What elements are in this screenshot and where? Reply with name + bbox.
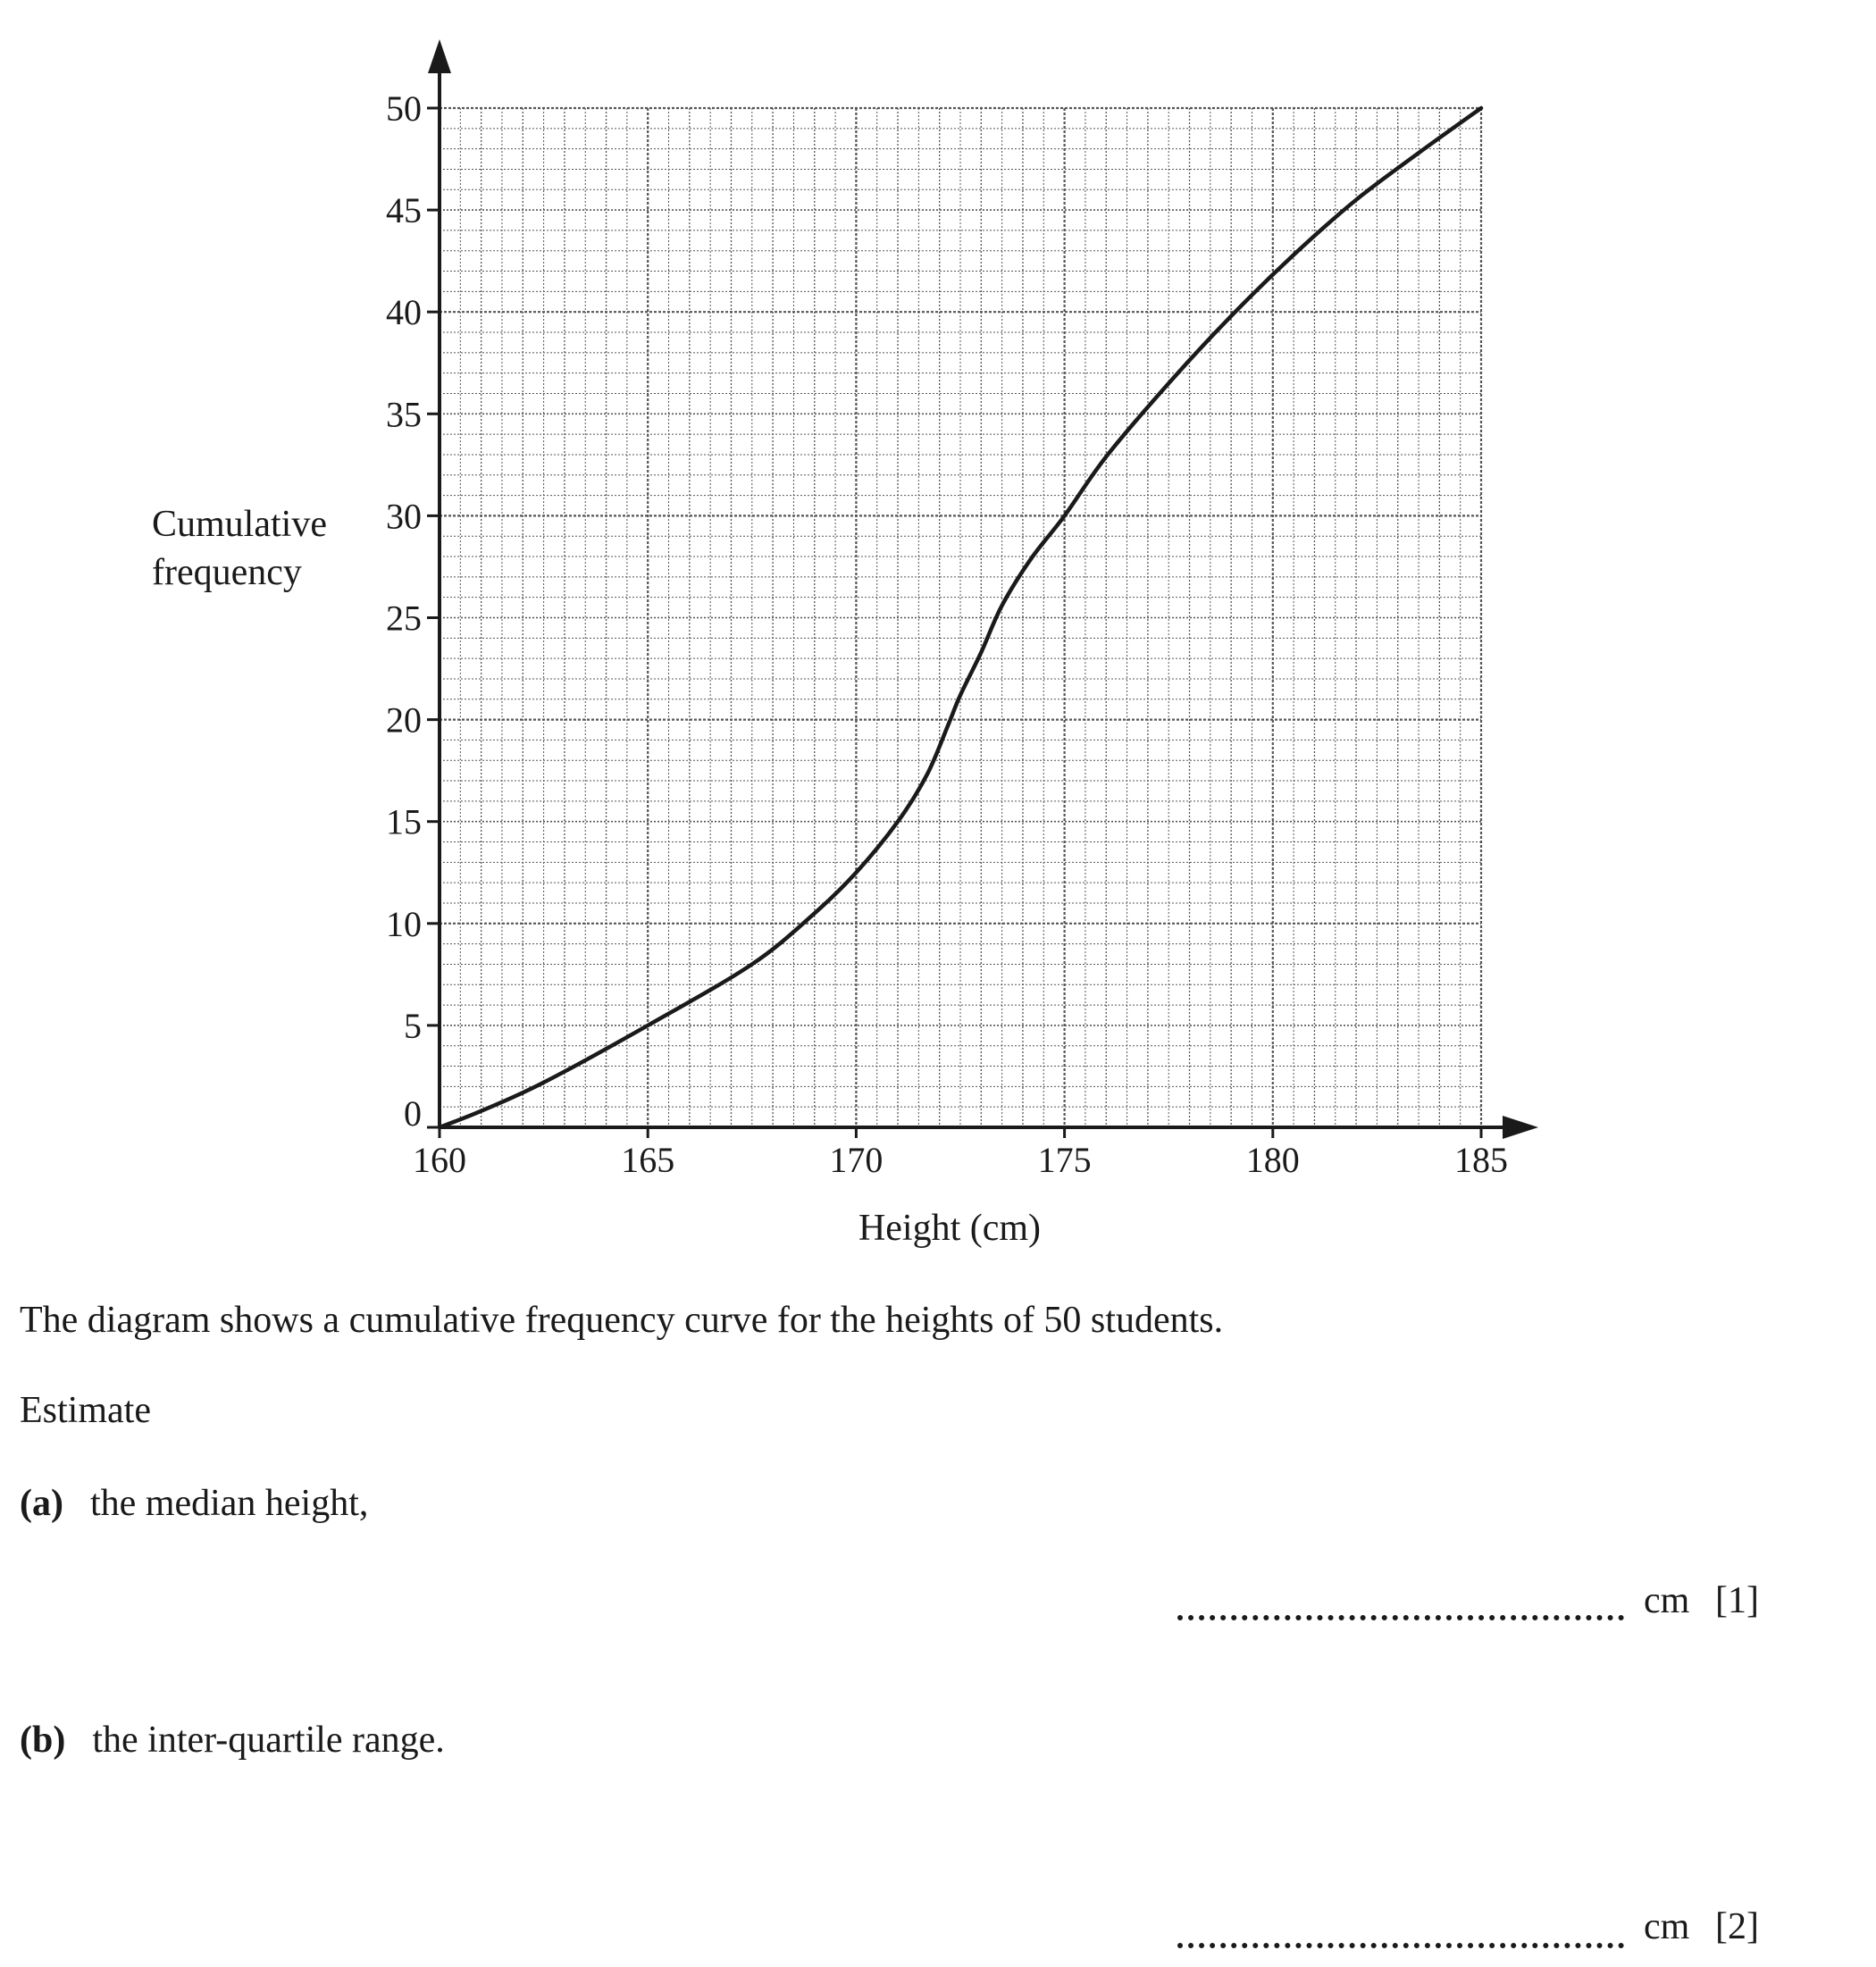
part-b-label: (b) [20,1720,66,1761]
part-b-text: the inter-quartile range. [92,1720,445,1761]
y-tick-label: 45 [386,190,422,231]
y-tick-label: 0 [404,1093,422,1134]
y-axis-arrow [428,39,451,73]
x-axis-title: Height (cm) [858,1208,1042,1249]
chart-grid [440,108,1481,1127]
y-tick-label: 10 [386,903,422,944]
x-tick-label: 175 [1037,1140,1092,1180]
x-tick-label: 185 [1454,1140,1508,1180]
x-tick-label: 160 [413,1140,466,1180]
y-tick-label: 30 [386,496,422,537]
chart-ticks [386,88,1508,1180]
chart-axes [428,39,1538,1139]
part-b [20,1720,445,1761]
part-a-marks: [1] [1715,1580,1759,1621]
part-a-text: the median height, [89,1483,369,1524]
x-tick-label: 165 [621,1140,675,1180]
part-a-unit: cm [1644,1580,1690,1621]
part-b-marks: [2] [1715,1906,1759,1947]
part-b-answer-line[interactable] [1177,1943,1624,1948]
part-a [20,1483,368,1524]
x-tick-label: 170 [829,1140,884,1180]
question-estimate: Estimate [20,1390,151,1431]
y-tick-label: 40 [386,292,422,333]
y-tick-label: 50 [386,88,422,129]
y-axis-title-line-2: frequency [152,552,302,593]
part-a-label: (a) [20,1483,63,1524]
part-b-unit: cm [1644,1906,1690,1947]
y-tick-label: 25 [386,598,422,639]
x-tick-label: 180 [1245,1140,1300,1180]
y-tick-label: 5 [404,1005,422,1046]
y-tick-label: 20 [386,699,422,741]
y-tick-label: 15 [386,801,422,842]
y-axis-title-line-1: Cumulative [152,504,327,545]
part-a-answer-line[interactable] [1177,1615,1624,1620]
x-axis-arrow [1503,1116,1538,1139]
y-tick-label: 35 [386,394,422,435]
question-intro: The diagram shows a cumulative frequency curve for the heights of 50 students. [20,1300,1224,1341]
